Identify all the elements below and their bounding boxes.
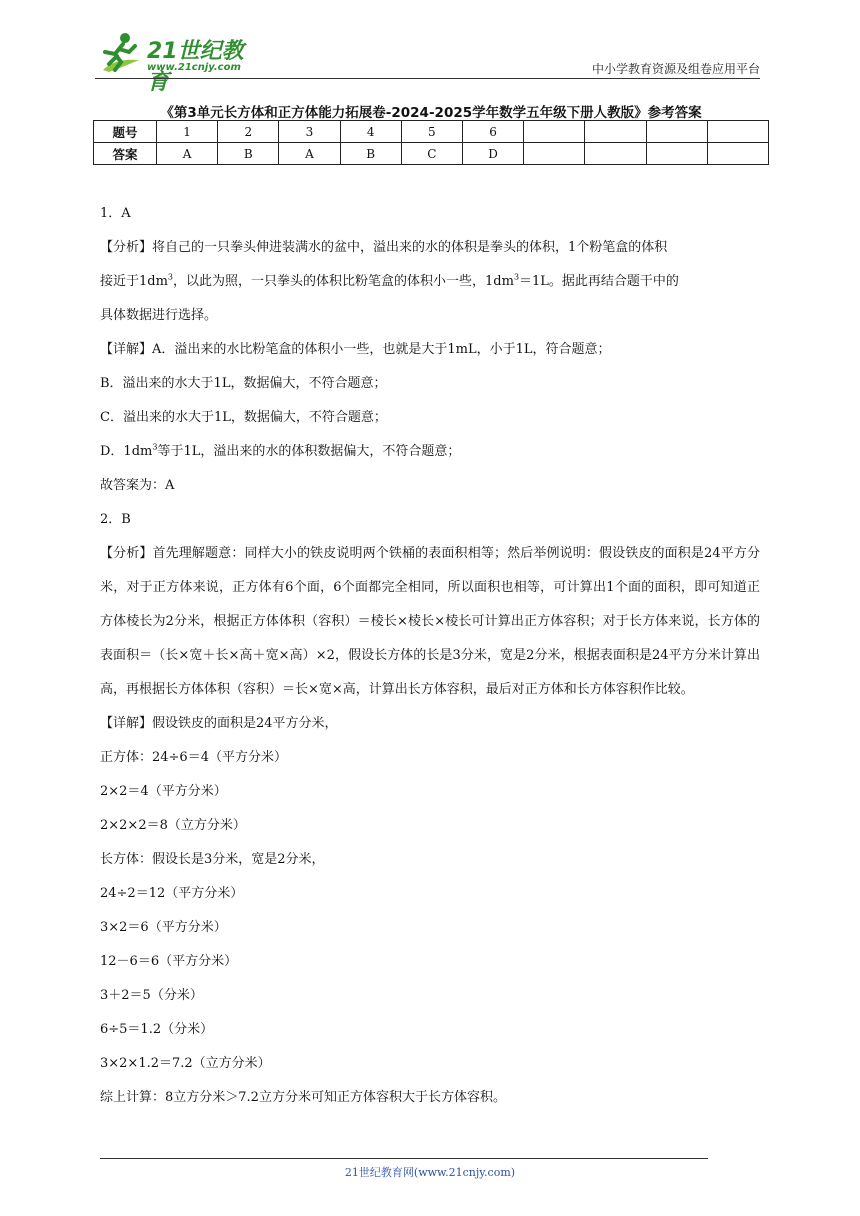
q1-detail-c: C．溢出来的水大于1L，数据偏大，不符合题意； [100, 410, 387, 425]
answer-row [94, 143, 769, 165]
table-cell: D [462, 143, 523, 165]
q1-detail-d: D．$1dm^3$等于1L，溢出来的水的体积数据偏大，不符合题意； [100, 442, 461, 459]
table-cell: C [401, 143, 462, 165]
calc-line: 3×2×1.2＝7.2（立方分米） [100, 1056, 271, 1071]
q1-conclusion: 故答案为：A [100, 478, 175, 493]
logo-url: www.21cnjy.com [147, 62, 241, 73]
document-title: 《第3单元长方体和正方体能力拓展卷-2024-2025学年数学五年级下册人教版》参考答案 [160, 105, 702, 121]
answer-content [100, 197, 760, 1115]
table-cell [707, 121, 768, 143]
table-cell: B [218, 143, 279, 165]
q1-detail-b: B．溢出来的水大于1L，数据偏大，不符合题意； [100, 376, 387, 391]
calc-line: 长方体：假设长是3分米，宽是2分米， [100, 852, 325, 867]
table-cell: 5 [401, 121, 462, 143]
calc-line: 24÷2＝12（平方分米） [100, 886, 244, 901]
calc-line: 3×2＝6（平方分米） [100, 920, 227, 935]
table-cell: 2 [218, 121, 279, 143]
question-number-row [94, 121, 769, 143]
table-cell [646, 121, 707, 143]
q2-heading: 2．B [100, 512, 131, 527]
table-cell [524, 143, 585, 165]
runner-logo-icon [95, 30, 147, 76]
page-header [95, 30, 760, 95]
q2-detail-intro: 【详解】假设铁皮的面积是24平方分米， [100, 716, 338, 731]
calc-line: 6÷5＝1.2（分米） [100, 1022, 214, 1037]
q1-analysis-line: 接近于$1dm^3$，以此为照，一只拳头的体积比粉笔盒的体积小一些，$1dm^3=1L$。据此再结合题干中的 [100, 272, 679, 289]
answer-table [93, 120, 769, 165]
table-cell [707, 143, 768, 165]
calc-line: 2×2＝4（平方分米） [100, 784, 227, 799]
table-cell: B [340, 143, 401, 165]
row-label: 答案 [94, 143, 157, 165]
calc-line: 3＋2＝5（分米） [100, 988, 203, 1003]
row-label: 题号 [94, 121, 157, 143]
footer-link[interactable]: 21世纪教育网(www.21cnjy.com) [344, 1166, 516, 1179]
table-cell: A [157, 143, 218, 165]
table-cell [646, 143, 707, 165]
table-cell: 3 [279, 121, 340, 143]
table-cell [524, 121, 585, 143]
calc-line: 2×2×2＝8（立方分米） [100, 818, 246, 833]
logo-wordmark: 21世纪教育 [147, 39, 244, 95]
q1-detail-a: 【详解】A．溢出来的水比粉笔盒的体积小一些，也就是大于1mL，小于1L，符合题意； [100, 342, 611, 357]
table-cell: A [279, 143, 340, 165]
table-cell [585, 121, 646, 143]
platform-name: 中小学教育资源及组卷应用平台 [591, 62, 760, 76]
q2-analysis: 【分析】首先理解题意：同样大小的铁皮说明两个铁桶的表面积相等；然后举例说明：假设铁皮的面积是24平方分米，对于正方体来说，正方体有6个面，6个面都完全相同，所以面积也相等，可计算出1个面的面积，即可知道正方体棱长为2分米，根据正方体体积（容积）＝棱长×棱长×棱长可计算出正方体容积；对于长方体来说，长方体的表面积＝（长×宽＋长×高＋宽×高）×2，假设长方体的长是3分米，宽是2分米，根据表面积是24平方分米计算出高，再根据长方体体积（容积）＝长×宽×高，计算出长方体容积，最后对正方体和长方体容积作比较。 [100, 546, 760, 697]
q2-summary: 综上计算：8立方分米＞7.2立方分米可知正方体容积大于长方体容积。 [100, 1090, 506, 1105]
table-cell: 4 [340, 121, 401, 143]
q1-heading: 1．A [100, 206, 131, 221]
calc-line: 12－6＝6（平方分米） [100, 954, 238, 969]
table-cell [585, 143, 646, 165]
calc-line: 正方体：24÷6＝4（平方分米） [100, 750, 287, 765]
q1-analysis-line: 【分析】将自己的一只拳头伸进装满水的盆中，溢出来的水的体积是拳头的体积，1个粉笔盒的体积 [100, 240, 668, 255]
q1-analysis-line: 具体数据进行选择。 [100, 308, 218, 323]
site-logo[interactable] [95, 30, 265, 95]
table-cell: 6 [462, 121, 523, 143]
table-cell: 1 [157, 121, 218, 143]
footer-divider [100, 1158, 708, 1159]
header-divider [95, 78, 760, 79]
